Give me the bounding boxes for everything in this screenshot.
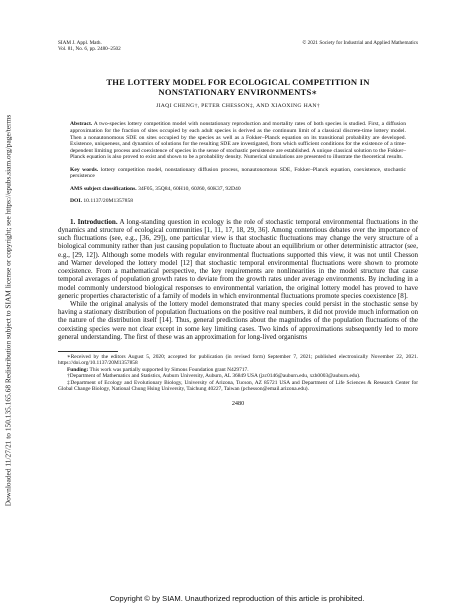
intro-paragraph-2: While the original analysis of the lottery model demonstrated that many species could persist in the stochastic sense by having a stationary distribution of population fluctuations on the positive real numbers, it did not provide much information on the nature of the distribution itself [14]. Thus, general predictions about the magnitudes of the population fluctuations of the coexisting species were not clear except in some key limiting cases. Two kinds of approximations subsequently led to more general understanding. The first of these was an approximation for long-lived organisms [58, 299, 418, 341]
journal-volume: Vol. 81, No. 6, pp. 2480–2502 [58, 46, 121, 53]
intro-paragraph-1 [58, 218, 418, 300]
footnote-affiliation-1: †Department of Mathematics and Statistics, Auburn University, Auburn, AL 36849 USA (jzc0146@auburn.edu, xzh0003@auburn.edu). [67, 373, 361, 380]
abstract-text: A two-species lottery competition model with nonstationary reproduction and mortality rates of both species is studied. First, a diffusion approximation for the fraction of sites occupied by each adult species is derived as the continuum limit of a classical discrete-time lottery model. Then a nonautonomous SDE on sites occupied by the species as well as a Fokker–Planck equation on its transitional probability are developed. Existence, uniqueness, and dynamics of solutions for the resulting SDE are investigated, from which sufficient conditions for the existence of a time-dependent limiting process and coexistence of species in the sense of stochastic persistence are established. A unique classical solution to the Fokker–Planck equation is also proved to exist and shown to be a probability density. Numerical simulations are presented to illustrate the theoretical results. [70, 121, 406, 161]
paper-title [58, 77, 418, 97]
ams-label: AMS subject classifications. [70, 185, 137, 192]
keywords-text: lottery competition model, nonstationary diffusion process, nonautonomous SDE, Fokker–Planck equation, coexistence, stochastic persistence [70, 166, 406, 180]
intro-p1-text: A long-standing question in ecology is the role of stochastic temporal environmental fluctuations in the dynamics and structure of ecological communities [1, 11, 17, 18, 29, 36]. Among contentious debates over the importance of such fluctuations (see, e.g., [36, 29]), one particular view is that stochastic fluctuations may change the very structure of a biological community rather than just causing population to fluctuate about an equilibrium or other deterministic attractor (see, e.g., [29, 12]). Although some models with regular environmental fluctuations supported this view, it was not until Chesson and Warner developed the lottery model [12] that stochastic temporal environmental fluctuations were shown to promote coexistence. From a mathematical perspective, the key requirements are nonlinearities in the model structure that cause temporal averages of population growth rates to deviate from the growth rates under average environments. By including in a model commonly understood biological responses to environmental variation, the original lottery model has proved to have generic properties characteristic of a family of models in which environmental fluctuations promote species coexistence [8]. [58, 217, 418, 300]
download-notice: Downloaded 11/27/21 to 150.135.165.68 Redistribution subject to SIAM license or copyright; see https://epubs.siam.org/page/terms [3, 114, 13, 507]
footnote-doi-link[interactable]: https://doi.org/10.1137/20M1357858 [58, 360, 138, 367]
footnote-affiliation-2: ‡Department of Ecology and Evolutionary Biology, University of Arizona, Tucson, AZ 85721 USA and Department of Life Sciences & Research Center for Global Change Biology, National Chung Hsing University, Taichung 40227, Taiwan (pchesson@email.arizona.edu). [58, 379, 418, 392]
article-page [58, 40, 418, 407]
ams-classifications [70, 186, 406, 193]
running-header [58, 40, 418, 52]
journal-info [58, 40, 121, 52]
body-text [58, 218, 418, 341]
title-line-1: THE LOTTERY MODEL FOR ECOLOGICAL COMPETITION IN [106, 77, 370, 88]
keywords [70, 167, 406, 180]
footnote-rule [58, 351, 118, 352]
author-list: JIAQI CHENG†, PETER CHESSON‡, AND XIAOXING HAN† [156, 103, 320, 110]
doi-label: DOI. [70, 198, 82, 205]
copyright-footer: Copyright © by SIAM. Unauthorized reproduction of this article is prohibited. [109, 594, 365, 603]
ams-text: 34F05, 35Q84, 60H10, 60J60, 60K37, 92D40 [138, 185, 241, 192]
footnotes [58, 354, 418, 392]
footnote-received: ∗Received by the editors August 5, 2020; accepted for publication (in revised form) September 7, 2021; published electronically November 22, 2021. https://doi.org/10.1137/20M1357858 [58, 353, 418, 367]
copyright-notice: © 2021 Society for Industrial and Applied Mathematics [302, 40, 418, 46]
download-sidebar [0, 0, 16, 613]
title-line-2: NONSTATIONARY ENVIRONMENTS∗ [158, 87, 318, 98]
doi-line [70, 198, 406, 205]
journal-name: SIAM J. Appl. Math. [58, 40, 102, 46]
funding-text: This work was partially supported by Simons Foundation grant N429717. [89, 366, 249, 373]
abstract [70, 121, 406, 160]
abstract-label: Abstract. [70, 121, 93, 128]
keywords-label: Key words. [70, 166, 99, 173]
doi-link[interactable]: 10.1137/20M1357858 [83, 198, 134, 205]
section-heading: 1. Introduction. [70, 217, 118, 226]
funding-label: Funding: [67, 366, 89, 373]
page-number: 2480 [231, 400, 245, 408]
